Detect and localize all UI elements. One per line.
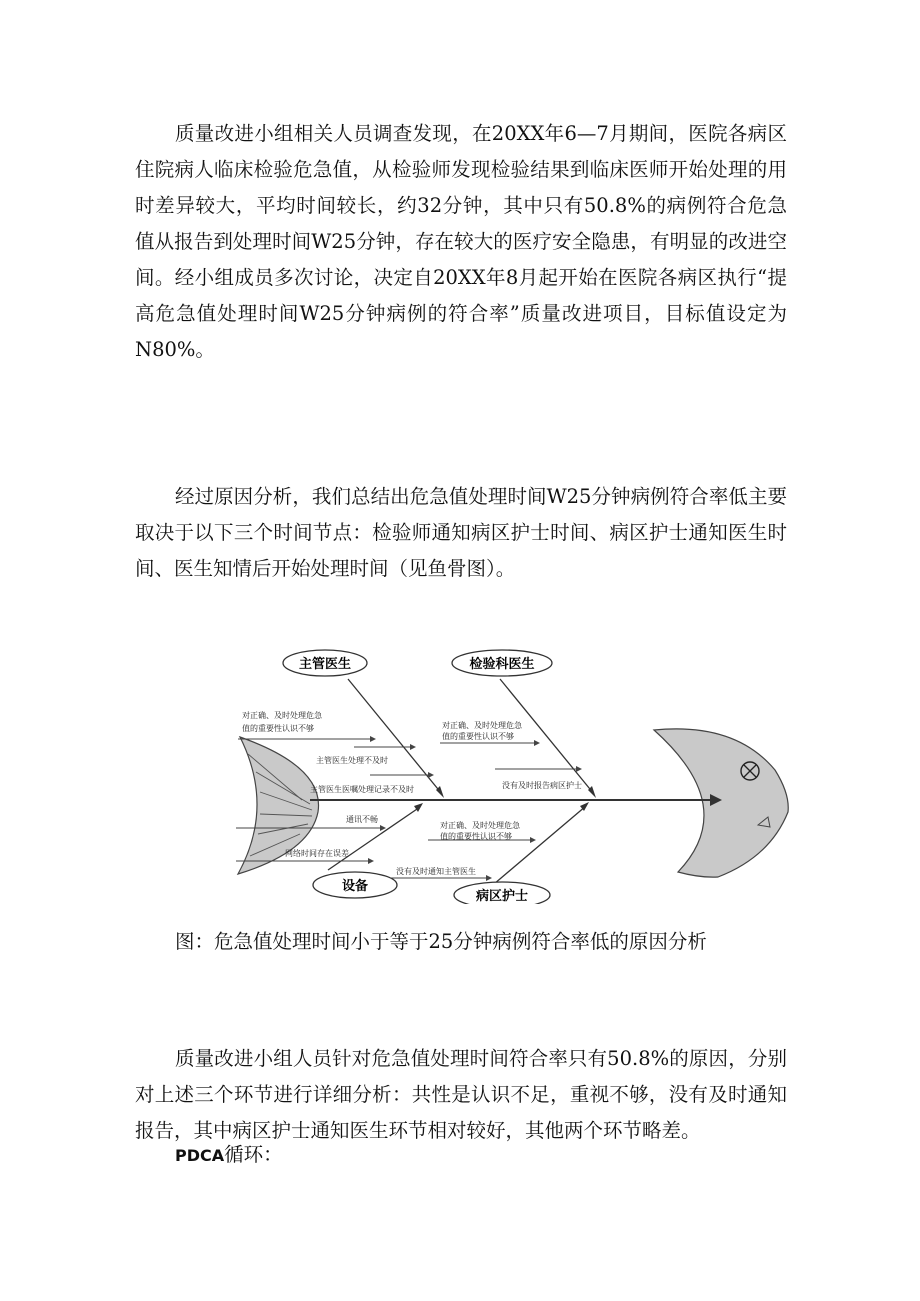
cause-nurse-1a: 对正确、及时处理危急 <box>440 821 520 830</box>
cause-lab-2: 没有及时报告病区护士 <box>502 781 582 790</box>
bone-lab <box>500 679 594 794</box>
cause-equip-1: 通讯不畅 <box>346 815 378 824</box>
pdca-latin: PDCA <box>175 1146 225 1165</box>
label-nurse: 病区护士 <box>475 889 529 904</box>
cause-nurse-1b: 值的重要性认识不够 <box>440 832 512 841</box>
bone-doctor <box>348 679 442 794</box>
cause-equip-2: 网络时间存在误差 <box>285 849 349 858</box>
paragraph-investigation: 质量改进小组相关人员调查发现，在20XX年6—7月期间，医院各病区住院病人临床检验危急值，从检验师发现检验结果到临床医师开始处理的用时差异较大，平均时间较长，约32分钟，其中只有50.8%的病例符合危急值从报告到处理时间W25分钟，存在较大的医疗安全隐患，有明显的改进空间。经小组成员多次讨论，决定自20XX年8月起开始在医院各病区执行“提高危急值处理时间W25分钟病例的符合率”质量改进项目，目标值设定为N80%。 <box>135 122 787 361</box>
cause-nurse-2: 没有及时通知主管医生 <box>396 867 476 876</box>
fish-head <box>654 729 788 877</box>
cause-lab-1b: 值的重要性认识不够 <box>442 732 514 741</box>
label-doctor: 主管医生 <box>298 657 352 672</box>
cause-doctor-2: 主管医生处理不及时 <box>316 756 388 765</box>
figure-caption: 图：危急值处理时间小于等于25分钟病例符合率低的原因分析 <box>175 930 707 953</box>
cause-lab-1a: 对正确、及时处理危急 <box>442 721 522 730</box>
paragraph-detailed-analysis: 质量改进小组人员针对危急值处理时间符合率只有50.8%的原因，分别对上述三个环节进行详细分析：共性是认识不足，重视不够，没有及时通知报告，其中病区护士通知医生环节相对较好，其他两个环节略差。 <box>135 1047 787 1142</box>
paragraph-cause-analysis: 经过原因分析，我们总结出危急值处理时间W25分钟病例符合率低主要取决于以下三个时间节点：检验师通知病区护士时间、病区护士通知医生时间、医生知情后开始处理时间（见鱼骨图）。 <box>135 485 787 580</box>
label-lab: 检验科医生 <box>469 657 535 672</box>
pdca-label: 循环： <box>224 1143 283 1166</box>
label-equipment: 设备 <box>341 879 369 894</box>
cause-doctor-1a: 对正确、及时处理危急 <box>242 711 322 720</box>
cause-doctor-1b: 值的重要性认识不够 <box>242 724 314 733</box>
fishbone-diagram <box>230 642 790 904</box>
cause-doctor-3: 主管医生医嘱处理记录不及时 <box>310 785 414 794</box>
pdca-heading <box>175 1139 283 1167</box>
bone-nurse <box>494 806 586 884</box>
